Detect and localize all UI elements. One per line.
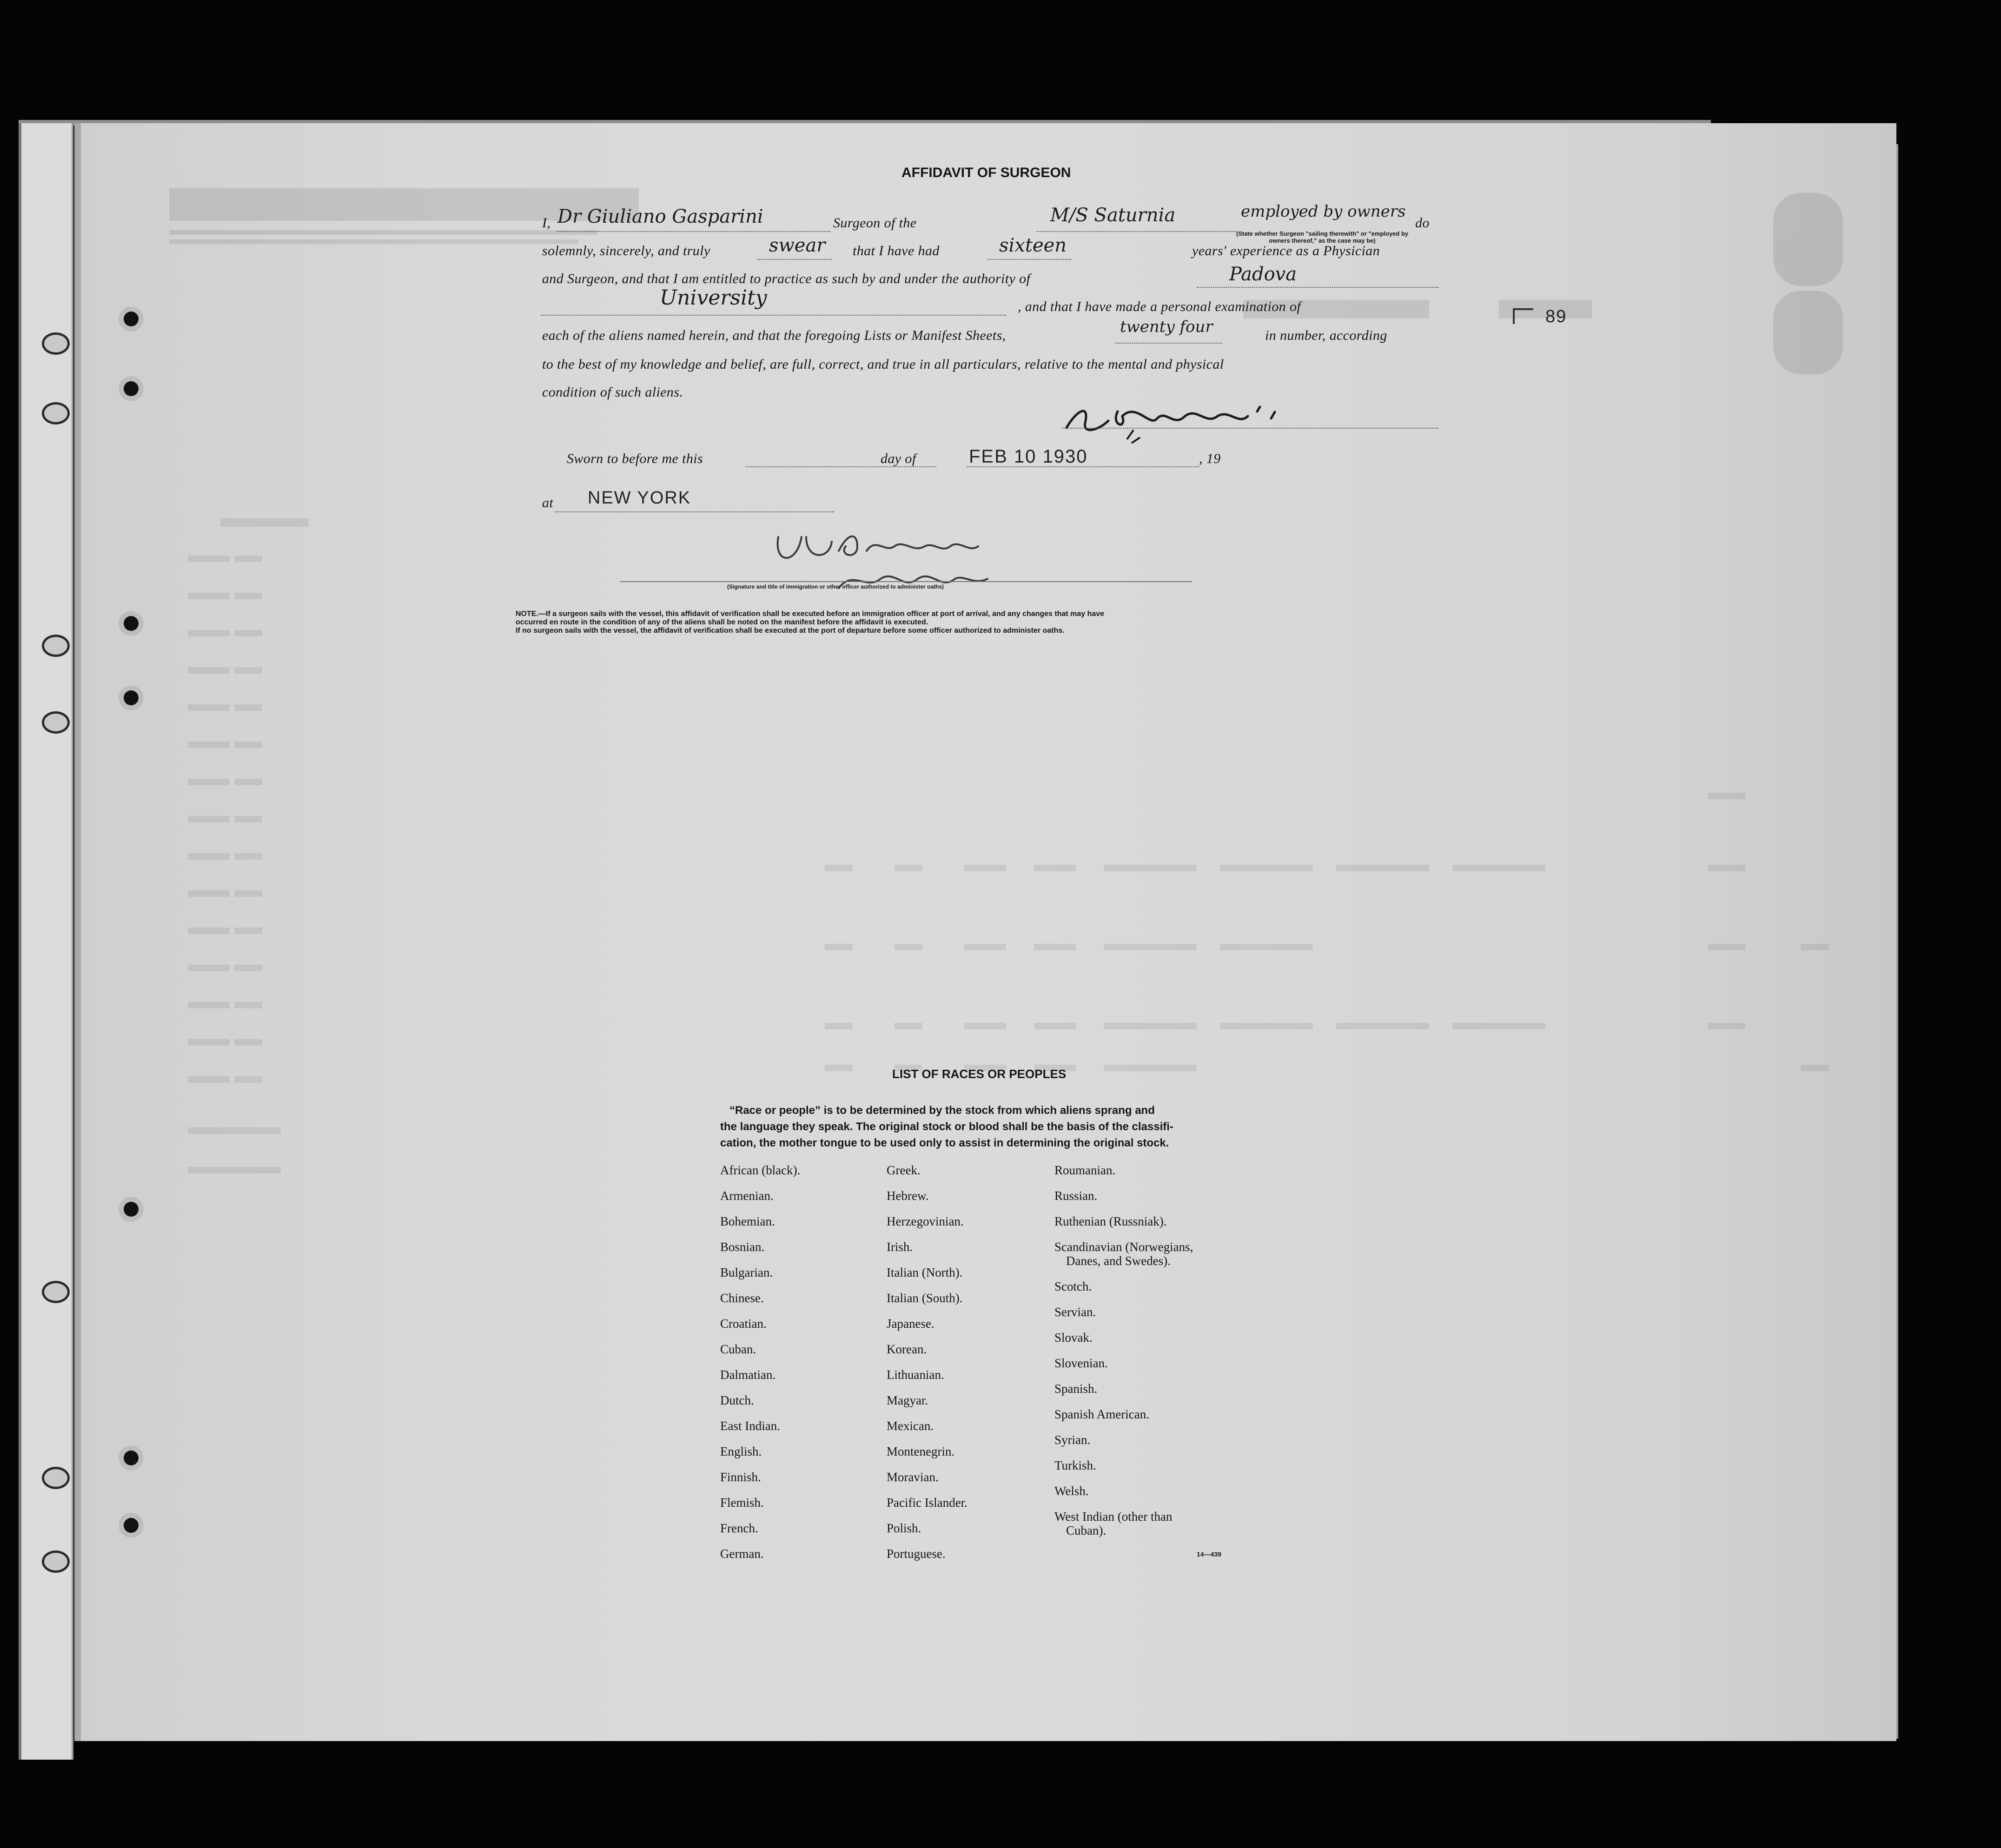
- races-title: LIST OF RACES OR PEOPLES: [892, 1067, 1067, 1081]
- oath-handwritten: swear: [769, 235, 826, 256]
- sheet-number-mark: [1513, 308, 1533, 324]
- race-item: Scotch.: [1054, 1279, 1092, 1293]
- race-item: Polish.: [887, 1521, 921, 1535]
- race-item: Italian (South).: [887, 1291, 963, 1305]
- condition-text: condition of such aliens.: [542, 384, 683, 400]
- race-item: Japanese.: [887, 1317, 934, 1331]
- races-column-3: [1054, 1158, 1193, 1537]
- race-item: East Indian.: [720, 1419, 780, 1433]
- note-line-2: occurred en route in the condition of any of the aliens shall be noted on the manifest before the affidavit is executed.: [516, 618, 928, 626]
- binder-hole: [42, 402, 70, 424]
- aliens-named-text: each of the aliens named herein, and that the foregoing Lists or Manifest Sheets,: [542, 328, 1006, 343]
- race-item: Pacific Islander.: [887, 1496, 967, 1510]
- personal-examination-text: , and that I have made a personal examination of: [1018, 299, 1301, 314]
- authority-handwritten-2: University: [660, 286, 767, 310]
- vessel-line: [1036, 231, 1236, 232]
- manifest-sheet: [74, 123, 1896, 1741]
- surgeon-signature: [1057, 384, 1336, 449]
- at-label: at: [542, 495, 554, 510]
- race-item: Portuguese.: [887, 1547, 946, 1561]
- years-handwritten: sixteen: [999, 235, 1067, 256]
- race-item: English.: [720, 1444, 762, 1458]
- surgeon-name-handwritten: Dr Giuliano Gasparini: [557, 206, 763, 227]
- employment-handwritten: employed by owners: [1241, 202, 1406, 221]
- years-experience-text: years' experience as a Physician: [1192, 243, 1380, 258]
- races-intro-3: cation, the mother tongue to be used only to assist in determining the original stock.: [720, 1137, 1169, 1149]
- binder-strip: [19, 123, 73, 1760]
- surgeon-signature-line: [1062, 428, 1438, 429]
- date-stamp: FEB 10 1930: [969, 446, 1088, 467]
- note-line-1: NOTE.—If a surgeon sails with the vessel, this affidavit of verification shall be executed before an immigration officer at port of arrival, and any changes that may have: [516, 610, 1105, 618]
- race-item: Turkish.: [1054, 1458, 1096, 1472]
- race-item: Greek.: [887, 1163, 921, 1177]
- officer-signature-line: [620, 581, 1192, 582]
- binder-hole: [42, 332, 70, 355]
- binder-hole: [42, 1467, 70, 1489]
- race-item: Bohemian.: [720, 1214, 775, 1228]
- race-item: African (black).: [720, 1163, 801, 1177]
- sheet-number: 89: [1545, 307, 1567, 326]
- race-item: Russian.: [1054, 1189, 1098, 1203]
- race-item: Montenegrin.: [887, 1444, 955, 1458]
- in-number-text: in number, according: [1265, 328, 1387, 343]
- races-intro-2: the language they speak. The original stock or blood shall be the basis of the classifi-: [720, 1120, 1173, 1133]
- race-item: Magyar.: [887, 1393, 928, 1407]
- place-stamp: NEW YORK: [588, 488, 691, 508]
- full-correct-text: to the best of my knowledge and belief, are full, correct, and true in all particulars, relative to the mental and physical: [542, 357, 1224, 372]
- race-item: Cuban).: [1066, 1523, 1107, 1537]
- binder-hole: [42, 1550, 70, 1573]
- officer-caption: (Signature and title of immigration or other officer authorized to administer oaths): [727, 583, 944, 590]
- race-item: Ruthenian (Russniak).: [1054, 1214, 1167, 1228]
- race-item: Lithuanian.: [887, 1368, 944, 1382]
- oath-line: [757, 259, 832, 260]
- race-item: Slovenian.: [1054, 1356, 1108, 1370]
- surgeon-of-text: Surgeon of the: [833, 215, 917, 231]
- surgeon-name-line: [556, 231, 830, 232]
- race-item: French.: [720, 1521, 758, 1535]
- years-line: [987, 259, 1071, 260]
- race-item: Bosnian.: [720, 1240, 765, 1254]
- race-item: Bulgarian.: [720, 1265, 773, 1279]
- race-item: German.: [720, 1547, 764, 1561]
- authority-line: [1197, 287, 1438, 288]
- race-item: Syrian.: [1054, 1433, 1091, 1447]
- race-item: Irish.: [887, 1240, 913, 1254]
- race-item: Mexican.: [887, 1419, 934, 1433]
- race-item: Croatian.: [720, 1317, 767, 1331]
- binder-hole: [42, 711, 70, 734]
- have-had-text: that I have had: [853, 243, 940, 258]
- sheets-count-handwritten: twenty four: [1120, 318, 1213, 336]
- vessel-name-handwritten: M/S Saturnia: [1050, 205, 1176, 226]
- race-item: Hebrew.: [887, 1189, 929, 1203]
- race-item: Scandinavian (Norwegians,: [1054, 1240, 1193, 1254]
- race-item: Moravian.: [887, 1470, 939, 1484]
- races-column-2: [887, 1158, 967, 1567]
- authority-line-2: [541, 315, 1006, 316]
- race-item: Korean.: [887, 1342, 927, 1356]
- solemnly-text: solemnly, sincerely, and truly: [542, 243, 710, 258]
- race-item: Dalmatian.: [720, 1368, 776, 1382]
- note-line-3: If no surgeon sails with the vessel, the affidavit of verification shall be executed at the port of departure before some officer authorized to administer oaths.: [516, 627, 1065, 635]
- race-item: Spanish American.: [1054, 1407, 1149, 1421]
- affidavit-title: AFFIDAVIT OF SURGEON: [901, 165, 1071, 180]
- sworn-text: Sworn to before me this: [567, 451, 703, 466]
- sworn-month-line: [967, 466, 1199, 467]
- race-item: Cuban.: [720, 1342, 756, 1356]
- race-item: Spanish.: [1054, 1382, 1098, 1396]
- race-item: West Indian (other than: [1054, 1510, 1173, 1523]
- race-item: Chinese.: [720, 1291, 764, 1305]
- day-of-text: day of: [881, 451, 916, 466]
- races-column-1: [720, 1158, 800, 1567]
- race-item: Finnish.: [720, 1470, 761, 1484]
- form-number: 14—439: [1197, 1550, 1221, 1558]
- race-item: Servian.: [1054, 1305, 1096, 1319]
- race-item: Flemish.: [720, 1496, 764, 1510]
- i-prefix: I,: [542, 215, 551, 231]
- race-item: Herzegovinian.: [887, 1214, 964, 1228]
- employment-note: (State whether Surgeon "sailing therewith" or "employed by owners thereof," as the case may be): [1236, 230, 1409, 244]
- authority-handwritten: Padova: [1229, 264, 1297, 285]
- binder-hole: [42, 1281, 70, 1303]
- race-item: Slovak.: [1054, 1331, 1093, 1345]
- race-item: Roumanian.: [1054, 1163, 1116, 1177]
- surgeon-authority-text: and Surgeon, and that I am entitled to practice as such by and under the authority of: [542, 271, 1031, 286]
- binder-hole: [42, 635, 70, 657]
- race-item: Danes, and Swedes).: [1066, 1254, 1171, 1268]
- race-item: Italian (North).: [887, 1265, 963, 1279]
- race-item: Dutch.: [720, 1393, 754, 1407]
- year-19-text: , 19: [1199, 451, 1221, 466]
- do-text: do: [1415, 215, 1430, 231]
- race-item: Welsh.: [1054, 1484, 1089, 1498]
- races-intro-1: “Race or people” is to be determined by the stock from which aliens sprang and: [729, 1104, 1155, 1117]
- race-item: Armenian.: [720, 1189, 774, 1203]
- sheets-count-line: [1115, 343, 1222, 344]
